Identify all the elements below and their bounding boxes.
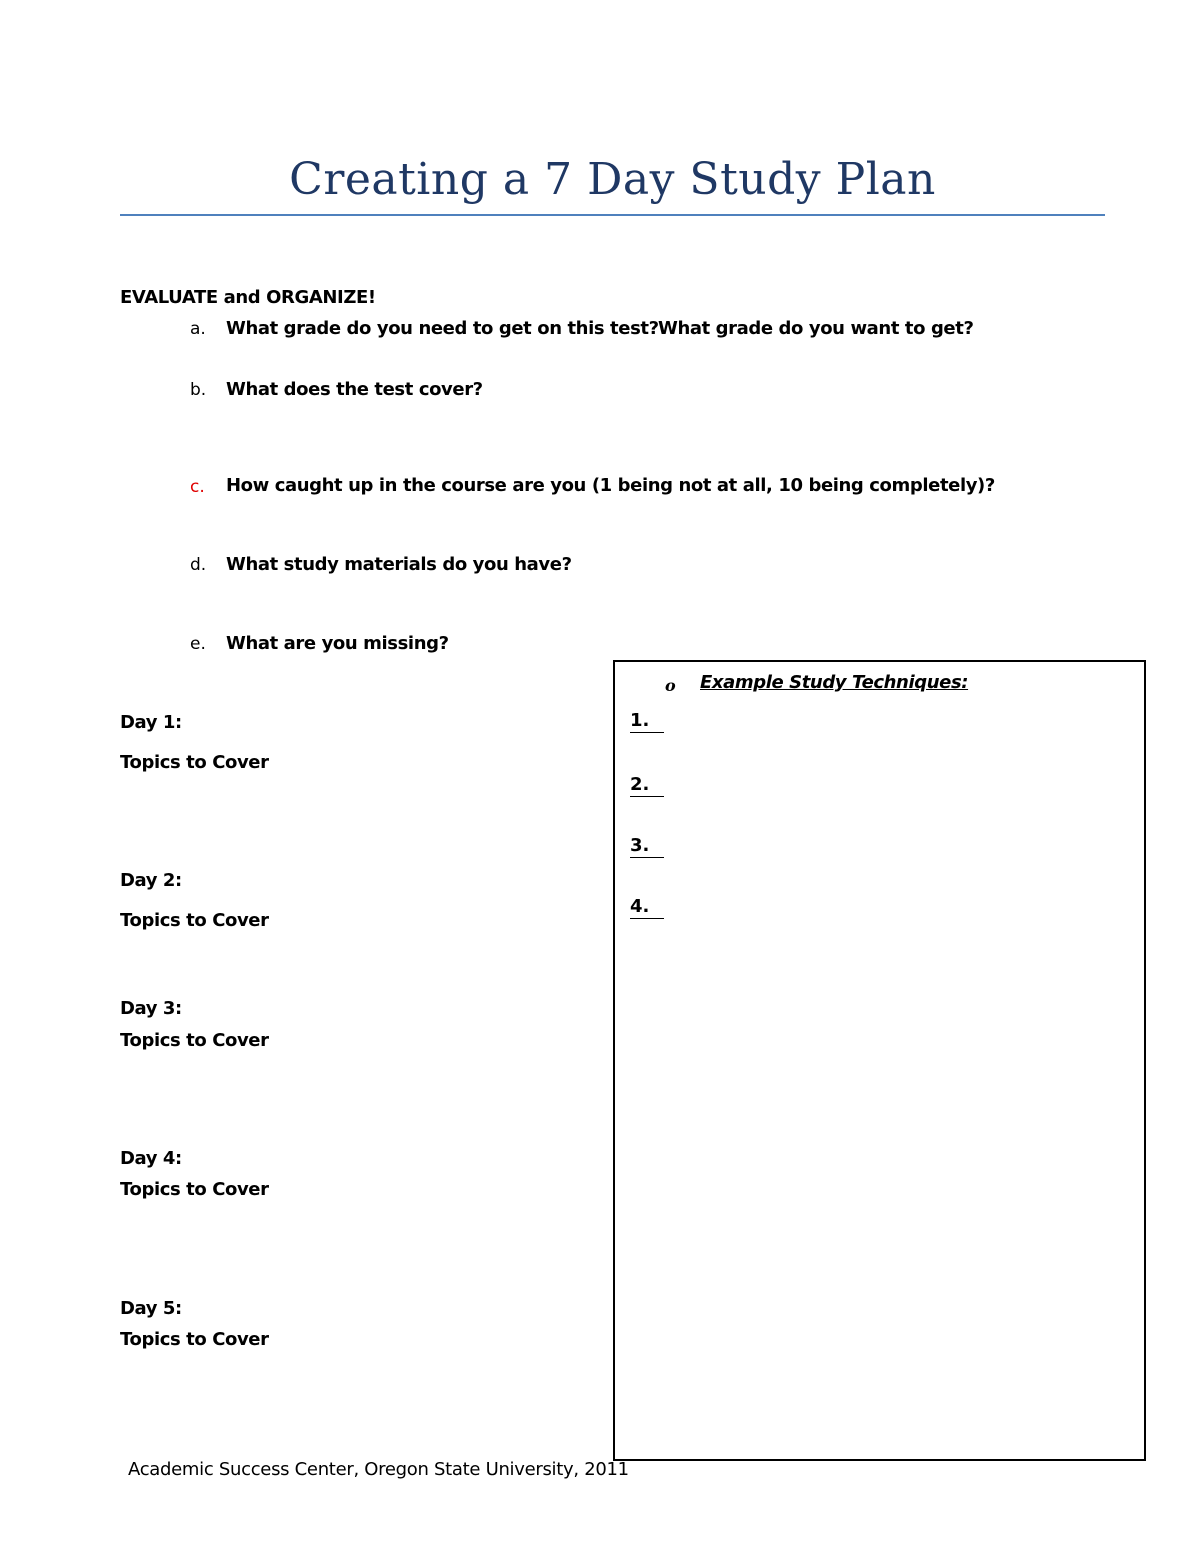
day-2-topics: Topics to Cover: [120, 910, 269, 931]
question-marker-d: d.: [190, 555, 207, 575]
day-1-topics: Topics to Cover: [120, 752, 269, 773]
section-heading: EVALUATE and ORGANIZE!: [120, 287, 376, 308]
question-d-text: What study materials do you have?: [226, 554, 572, 575]
page-title: Creating a 7 Day Study Plan: [289, 154, 936, 205]
page-footer: Academic Success Center, Oregon State University, 2011: [128, 1459, 629, 1480]
day-1-label: Day 1:: [120, 712, 182, 733]
question-marker-e: e.: [190, 634, 206, 654]
technique-item-3: 3.: [630, 835, 664, 858]
study-techniques-box: [613, 660, 1146, 1461]
day-2-label: Day 2:: [120, 870, 182, 891]
day-5-topics: Topics to Cover: [120, 1329, 269, 1350]
title-underline: [120, 214, 1105, 216]
study-techniques-heading: Example Study Techniques:: [700, 672, 969, 693]
day-3-topics: Topics to Cover: [120, 1030, 269, 1051]
bullet-icon: o: [665, 676, 676, 695]
question-marker-c: c.: [190, 477, 205, 497]
question-marker-a: a.: [190, 319, 206, 339]
question-a-text-2: What grade do you want to get?: [658, 318, 974, 339]
day-3-label: Day 3:: [120, 998, 182, 1019]
day-4-label: Day 4:: [120, 1148, 182, 1169]
question-e-text: What are you missing?: [226, 633, 449, 654]
technique-item-1: 1.: [630, 710, 664, 733]
technique-item-4: 4.: [630, 896, 664, 919]
day-4-topics: Topics to Cover: [120, 1179, 269, 1200]
day-5-label: Day 5:: [120, 1298, 182, 1319]
question-b-text: What does the test cover?: [226, 379, 483, 400]
technique-item-2: 2.: [630, 774, 664, 797]
question-marker-b: b.: [190, 380, 207, 400]
question-a-text: What grade do you need to get on this test?: [226, 318, 659, 339]
question-c-text: How caught up in the course are you (1 being not at all, 10 being completely)?: [226, 475, 995, 496]
